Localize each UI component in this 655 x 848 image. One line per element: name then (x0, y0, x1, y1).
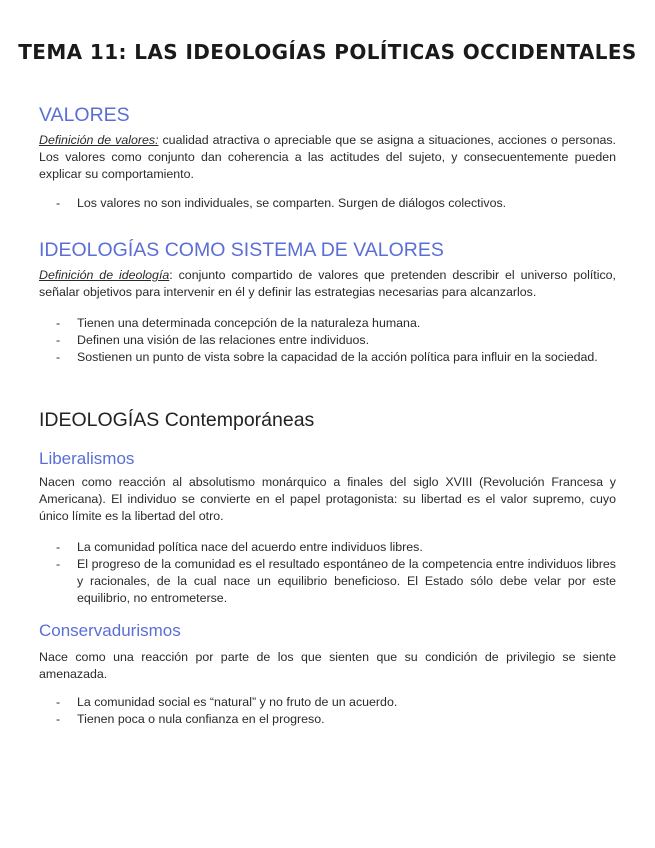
list-item: - La comunidad social es “natural” y no fruto de un acuerdo. (56, 695, 398, 709)
heading-ideologias-sistema: IDEOLOGÍAS COMO SISTEMA DE VALORES (39, 239, 444, 261)
heading-contemporaneas: IDEOLOGÍAS Contemporáneas (39, 409, 315, 431)
heading-valores: VALORES (39, 104, 130, 126)
list-item: - Tienen una determinada concepción de la naturaleza humana. (56, 316, 421, 330)
list-item: - Los valores no son individuales, se comparten. Surgen de diálogos colectivos. (56, 196, 507, 210)
valores-definition-label: Definición de valores: (39, 133, 159, 147)
heading-liberalismos: Liberalismos (39, 449, 135, 468)
list-item: - Definen una visión de las relaciones entre individuos. (56, 333, 370, 347)
valores-definition (39, 132, 616, 183)
liberalismos-bullets (39, 539, 616, 607)
dash: - (56, 196, 61, 210)
conservadurismos-text: Nace como una reacción por parte de los que sienten que su condición de privilegio se siente amenazada. (39, 650, 616, 681)
valores-definition-text: cualidad atractiva o apreciable que se asigna a situaciones, acciones o personas. Los valores como conjunto dan coherencia a las actitudes del sujeto, y consecuentemente pueden explicar su comportamiento. (39, 133, 616, 181)
heading-conservadurismos: Conservadurismos (39, 621, 181, 640)
ideologias-bullets (39, 315, 616, 366)
list-item: - La comunidad política nace del acuerdo entre individuos libres. (56, 540, 423, 554)
ideologia-definition-label: Definición de ideología (39, 268, 170, 282)
conservadurismos-bullets (39, 694, 616, 728)
list-item: - Sostienen un punto de vista sobre la capacidad de la acción política para influir en la sociedad. (56, 350, 598, 364)
ideologia-definition-text: : conjunto compartido de valores que pretenden describir el universo político, señalar objetivos para intervenir en él y definir las estrategias necesarias para alcanzarlos. (39, 268, 616, 299)
valores-bullets (39, 195, 616, 212)
ideologia-definition (39, 267, 616, 301)
list-item: - Tienen poca o nula confianza en el progreso. (56, 712, 325, 726)
page-title: TEMA 11: LAS IDEOLOGÍAS POLÍTICAS OCCIDENTALES (18, 40, 637, 64)
list-item: - El progreso de la comunidad es el resultado espontáneo de la competencia entre individuos libres y racionales, de la cual nace un equilibrio beneficioso. El Estado sólo debe velar por este equilibrio, no entrometerse. (56, 557, 616, 605)
liberalismos-text: Nacen como reacción al absolutismo monárquico a finales del siglo XVIII (Revolución Francesa y Americana). El individuo se convierte en el papel protagonista: su libertad es el valor supremo, cuyo único límite es la libertad del otro. (39, 475, 616, 523)
